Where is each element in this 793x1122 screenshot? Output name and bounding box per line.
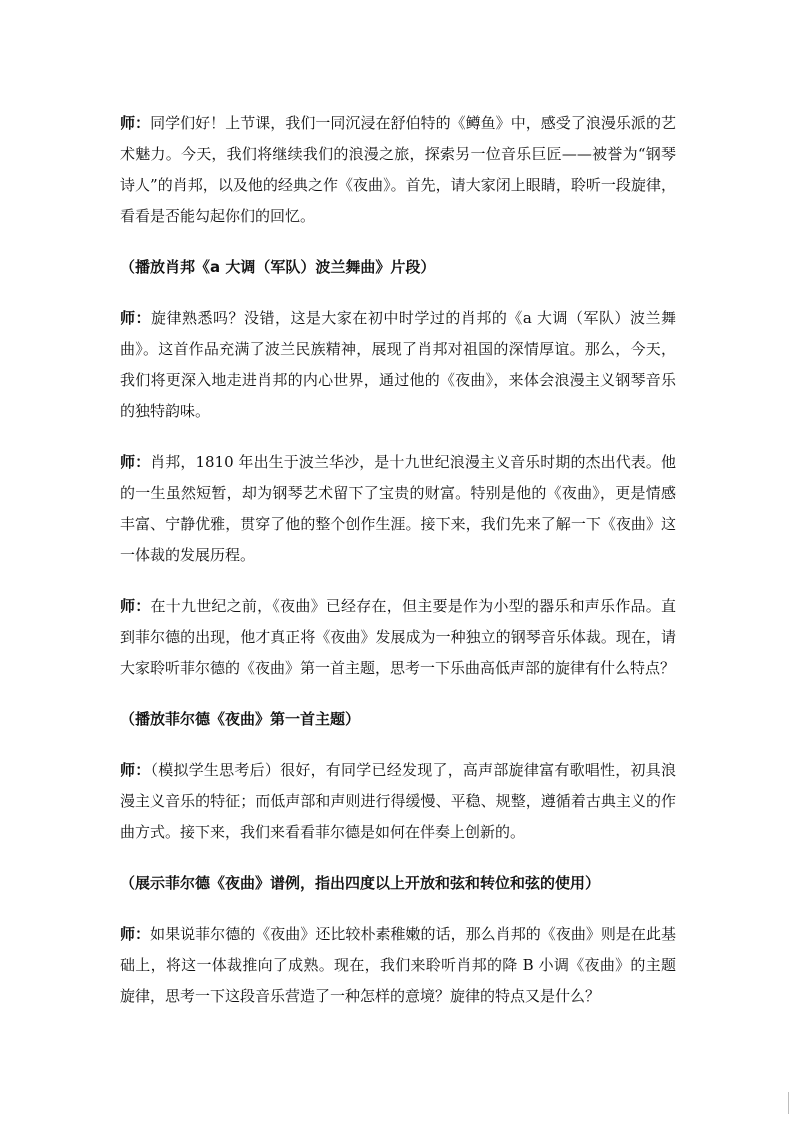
paragraph-text: 肖邦，1810 年出生于波兰华沙，是十九世纪浪漫主义音乐时期的杰出代表。他的一生虽然短暂，却为钢琴艺术留下了宝贵的财富。特别是他的《夜曲》，更是情感丰富、宁静优雅，贯穿了他的整个创作生涯。接下来，我们先来了解一下《夜曲》这一体裁的发展历程。 (120, 453, 676, 564)
teacher-paragraph-6 (120, 919, 676, 1012)
page-edge-mark (788, 1092, 789, 1114)
paragraph-text: 在十九世纪之前，《夜曲》已经存在，但主要是作为小型的器乐和声乐作品。直到菲尔德的出现，他才真正将《夜曲》发展成为一种独立的钢琴音乐体裁。现在，请大家聆听菲尔德的《夜曲》第一首主题，思考一下乐曲高低声部的旋律有什么特点？ (120, 597, 676, 677)
stage-direction-2: （播放菲尔德《夜曲》第一首主题） (120, 710, 361, 728)
teacher-paragraph-3 (120, 447, 676, 571)
paragraph-text: 同学们好！上节课，我们一同沉浸在舒伯特的《鳟鱼》中，感受了浪漫乐派的艺术魅力。今天，我们将继续我们的浪漫之旅，探索另一位音乐巨匠——被誉为“钢琴诗人”的肖邦，以及他的经典之作《夜曲》。首先，请大家闭上眼睛，聆听一段旋律，看看是否能勾起你们的回忆。 (120, 114, 676, 225)
speaker-label: 师： (120, 597, 151, 615)
stage-direction-3: （展示菲尔德《夜曲》谱例，指出四度以上开放和弦和转位和弦的使用） (120, 874, 601, 892)
speaker-label: 师： (120, 761, 151, 779)
speaker-label: 师： (120, 309, 151, 327)
speaker-label: 师： (120, 114, 151, 132)
teacher-paragraph-1 (120, 108, 676, 232)
paragraph-text: 旋律熟悉吗？没错，这是大家在初中时学过的肖邦的《a 大调（军队）波兰舞曲》。这首作品充满了波兰民族精神，展现了肖邦对祖国的深情厚谊。那么，今天，我们将更深入地走进肖邦的内心世界，通过他的《夜曲》，来体会浪漫主义钢琴音乐的独特韵味。 (120, 309, 676, 420)
teacher-paragraph-5 (120, 755, 676, 848)
paragraph-text: 如果说菲尔德的《夜曲》还比较朴素稚嫩的话，那么肖邦的《夜曲》则是在此基础上，将这一体裁推向了成熟。现在，我们来聆听肖邦的降 B 小调《夜曲》的主题旋律，思考一下这段音乐营造了一种怎样的意境？旋律的特点又是什么？ (120, 925, 676, 1005)
teacher-paragraph-4 (120, 591, 676, 684)
speaker-label: 师： (120, 925, 151, 943)
document-page (120, 108, 676, 1032)
teacher-paragraph-2 (120, 303, 676, 427)
stage-direction-1: （播放肖邦《a 大调（军队）波兰舞曲》片段） (120, 258, 436, 276)
paragraph-text: （模拟学生思考后）很好，有同学已经发现了，高声部旋律富有歌唱性，初具浪漫主义音乐的特征；而低声部和声则进行得缓慢、平稳、规整，遵循着古典主义的作曲方式。接下来，我们来看看菲尔德是如何在伴奏上创新的。 (120, 761, 676, 841)
speaker-label: 师： (120, 453, 151, 471)
